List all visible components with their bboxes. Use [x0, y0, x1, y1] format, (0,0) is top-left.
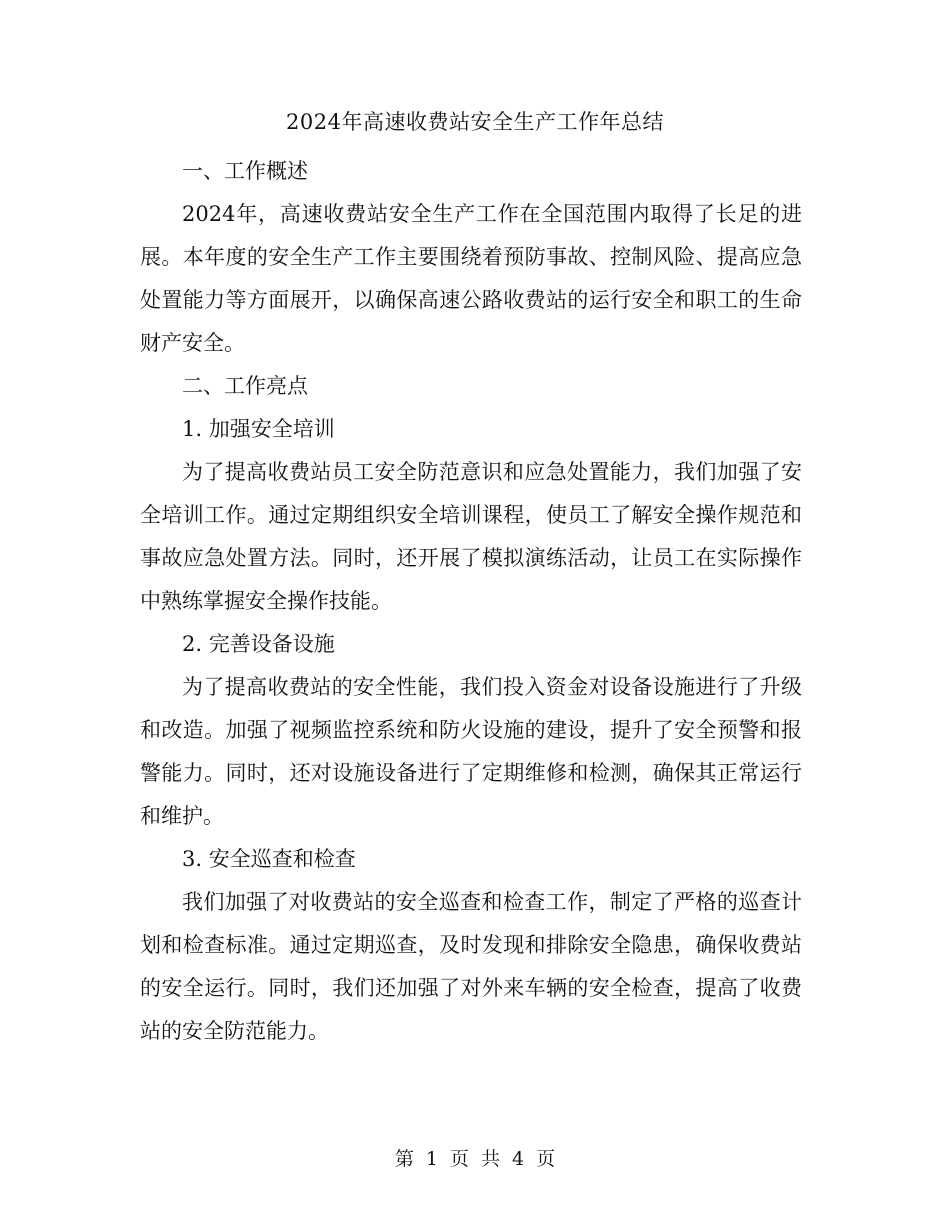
- subheading-equipment: 2. 完善设备设施: [182, 632, 335, 656]
- paragraph-inspection: 我们加强了对收费站的安全巡查和检查工作，制定了严格的巡查计划和检查标准。通过定期巡查，及时发现和排除安全隐患，确保收费站的安全运行。同时，我们还加强了对外来车辆的安全检查，提高了收费站的安全防范能力。: [140, 890, 802, 1043]
- paragraph-equipment: 为了提高收费站的安全性能，我们投入资金对设备设施进行了升级和改造。加强了视频监控系统和防火设施的建设，提升了安全预警和报警能力。同时，还对设施设备进行了定期维修和检测，确保其正常运行和维护。: [140, 675, 802, 828]
- subheading-inspection: 3. 安全巡查和检查: [182, 847, 356, 871]
- paragraph-safety-training: 为了提高收费站员工安全防范意识和应急处置能力，我们加强了安全培训工作。通过定期组织安全培训课程，使员工了解安全操作规范和事故应急处置方法。同时，还开展了模拟演练活动，让员工在实际操作中熟练掌握安全操作技能。: [140, 460, 802, 613]
- document-body: [140, 150, 802, 1053]
- section-heading-overview: 一、工作概述: [182, 159, 308, 183]
- section-heading-highlights: 二、工作亮点: [182, 374, 308, 398]
- document-title: 2024年高速收费站安全生产工作年总结: [286, 110, 664, 134]
- subheading-safety-training: 1. 加强安全培训: [182, 417, 335, 441]
- paragraph-overview: 2024年，高速收费站安全生产工作在全国范围内取得了长足的进展。本年度的安全生产工作主要围绕着预防事故、控制风险、提高应急处置能力等方面展开，以确保高速公路收费站的运行安全和职工的生命财产安全。: [140, 202, 802, 355]
- page-number: 第 1 页 共 4 页: [394, 1148, 556, 1170]
